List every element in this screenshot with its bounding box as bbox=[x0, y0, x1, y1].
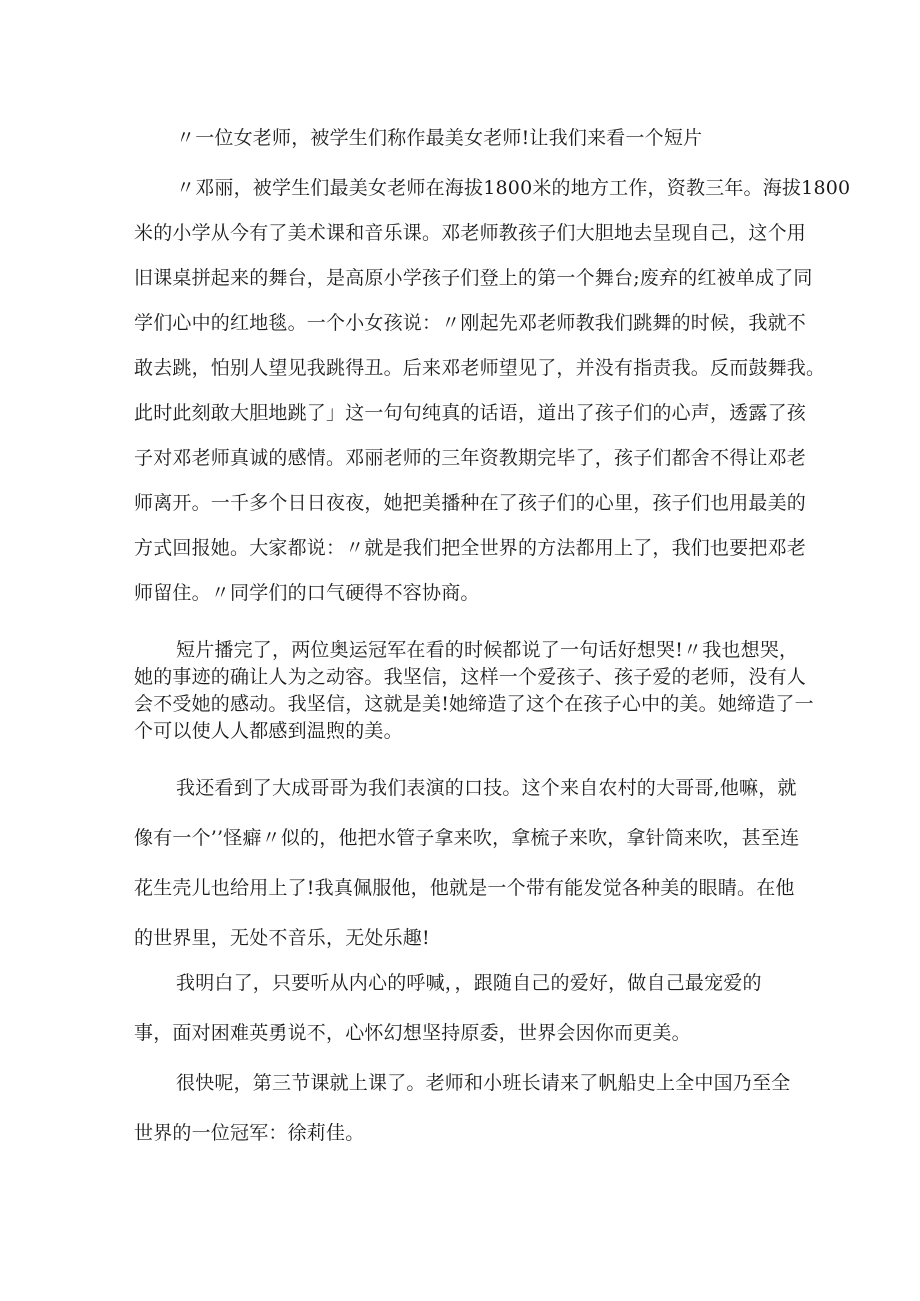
text-line: 短片播完了，两位奥运冠军在看的时候都说了一句话好想哭!〃我也想哭， bbox=[176, 639, 799, 661]
text-line: 学们心中的红地毯。一个小女孩说：〃刚起先邓老师教我们跳舞的时候，我就不 bbox=[134, 312, 807, 334]
text-line: 事，面对困难英勇说不，心怀幻想坚持原委，世界会因你而更美。 bbox=[134, 1022, 691, 1044]
text-line: 师留住。〃同学们的口气硬得不容协商。 bbox=[134, 582, 480, 604]
text-line: 会不受她的感动。我坚信，这就是美!她缔造了这个在孩子心中的美。她缔造了一 bbox=[134, 693, 814, 715]
text-line: 方式回报她。大家都说：〃就是我们把全世界的方法都用上了，我们也要把邓老 bbox=[134, 537, 807, 559]
text-line: 师离开。一千多个日日夜夜，她把美播种在了孩子们的心里，孩子们也用最美的 bbox=[134, 492, 807, 514]
text-line: 〃邓丽，被学生们最美女老师在海拔1800米的地方工作，资教三年。海拔1800 bbox=[176, 177, 851, 199]
text-line: 的世界里，无处不音乐，无处乐趣! bbox=[134, 927, 430, 949]
text-line: 像有一个’’怪癖〃似的，他把水管子拿来吹，拿梳子来吹，拿针筒来吹，甚至连 bbox=[134, 827, 800, 849]
text-line: 此时此刻敢大胆地跳了」这一句句纯真的话语，道出了孩子们的心声，透露了孩 bbox=[134, 402, 807, 424]
text-line: 个可以使人人都感到温煦的美。 bbox=[134, 720, 403, 742]
text-line: 花生壳儿也给用上了!我真佩服他，他就是一个带有能发觉各种美的眼睛。在他 bbox=[134, 877, 795, 899]
text-line: 敢去跳，怕别人望见我跳得丑。后来邓老师望见了，并没有指责我。反而鼓舞我。 bbox=[134, 357, 826, 379]
text-line: 我还看到了大成哥哥为我们表演的口技。这个来自农村的大哥哥,他嘛，就 bbox=[176, 777, 797, 799]
text-line: 世界的一位冠军：徐莉佳。 bbox=[134, 1122, 365, 1144]
text-line: 子对邓老师真诚的感情。邓丽老师的三年资教期完毕了，孩子们都舍不得让邓老 bbox=[134, 447, 807, 469]
text-line: 很快呢，第三节课就上课了。老师和小班长请来了帆船史上全中国乃至全 bbox=[176, 1072, 791, 1094]
text-line: 〃一位女老师，被学生们称作最美女老师!让我们来看一个短片 bbox=[176, 127, 703, 149]
text-line: 我明白了，只要听从内心的呼喊，，跟随自己的爱好，做自己最宠爱的 bbox=[176, 972, 762, 994]
text-line: 她的事迹的确让人为之动容。我坚信，这样一个爱孩子、孩子爱的老师，没有人 bbox=[134, 666, 807, 688]
text-line: 旧课桌拼起来的舞台，是高原小学孩子们登上的第一个舞台;废弃的红被单成了同 bbox=[134, 267, 813, 289]
text-line: 米的小学从今有了美术课和音乐课。邓老师教孩子们大胆地去呈现自己，这个用 bbox=[134, 222, 807, 244]
